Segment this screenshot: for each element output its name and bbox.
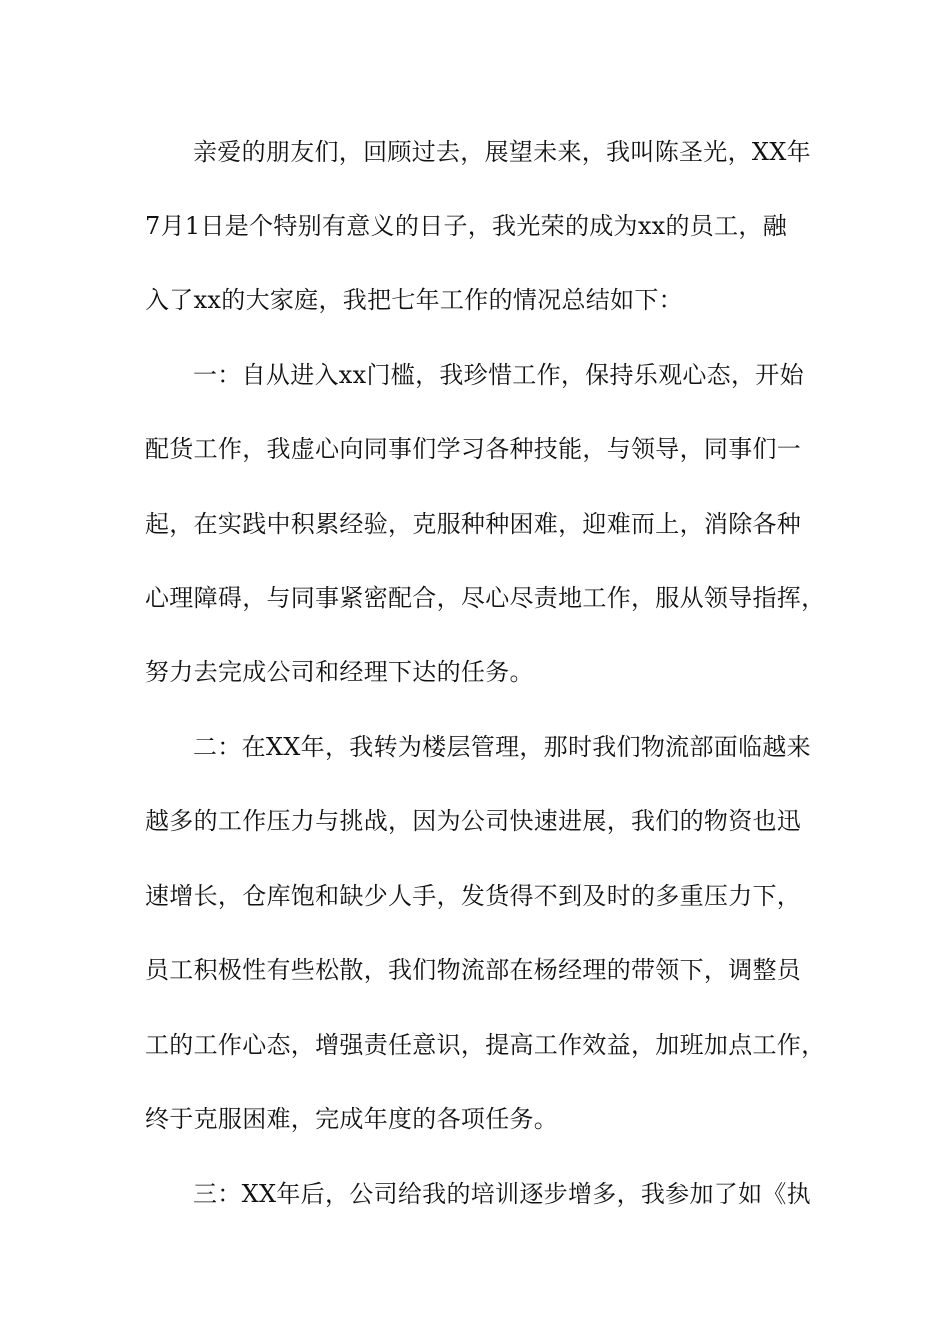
paragraph-1-line-2: 7月1日是个特别有意义的日子，我光荣的成为xx的员工，融 bbox=[145, 212, 788, 240]
paragraph-2-line-2: 配货工作，我虚心向同事们学习各种技能，与领导，同事们一 bbox=[145, 435, 802, 463]
paragraph-3-line-2: 越多的工作压力与挑战，因为公司快速进展，我们的物资也迅 bbox=[145, 807, 802, 835]
paragraph-1-line-1: 亲爱的朋友们，回顾过去，展望未来，我叫陈圣光，XX年 bbox=[193, 138, 811, 166]
paragraph-2-line-3: 起，在实践中积累经验，克服种种困难，迎难而上，消除各种 bbox=[145, 510, 802, 538]
paragraph-3-line-6: 终于克服困难，完成年度的各项任务。 bbox=[145, 1105, 559, 1133]
paragraph-3-line-1: 二：在XX年，我转为楼层管理，那时我们物流部面临越来 bbox=[193, 733, 811, 761]
paragraph-3-line-4: 员工积极性有些松散，我们物流部在杨经理的带领下，调整员 bbox=[145, 956, 802, 984]
paragraph-2-line-4: 心理障碍，与同事紧密配合，尽心尽责地工作，服从领导指挥， bbox=[145, 584, 826, 612]
paragraph-3-line-3: 速增长，仓库饱和缺少人手，发货得不到及时的多重压力下， bbox=[145, 882, 802, 910]
paragraph-4-line-1: 三：XX年后，公司给我的培训逐步增多，我参加了如《执 bbox=[193, 1180, 811, 1208]
paragraph-1-line-3: 入了xx的大家庭，我把七年工作的情况总结如下： bbox=[145, 286, 683, 314]
paragraph-3-line-5: 工的工作心态，增强责任意识，提高工作效益，加班加点工作， bbox=[145, 1031, 826, 1059]
paragraph-2-line-5: 努力去完成公司和经理下达的任务。 bbox=[145, 658, 534, 686]
paragraph-2-line-1: 一：自从进入xx门槛，我珍惜工作，保持乐观心态，开始 bbox=[193, 361, 804, 389]
